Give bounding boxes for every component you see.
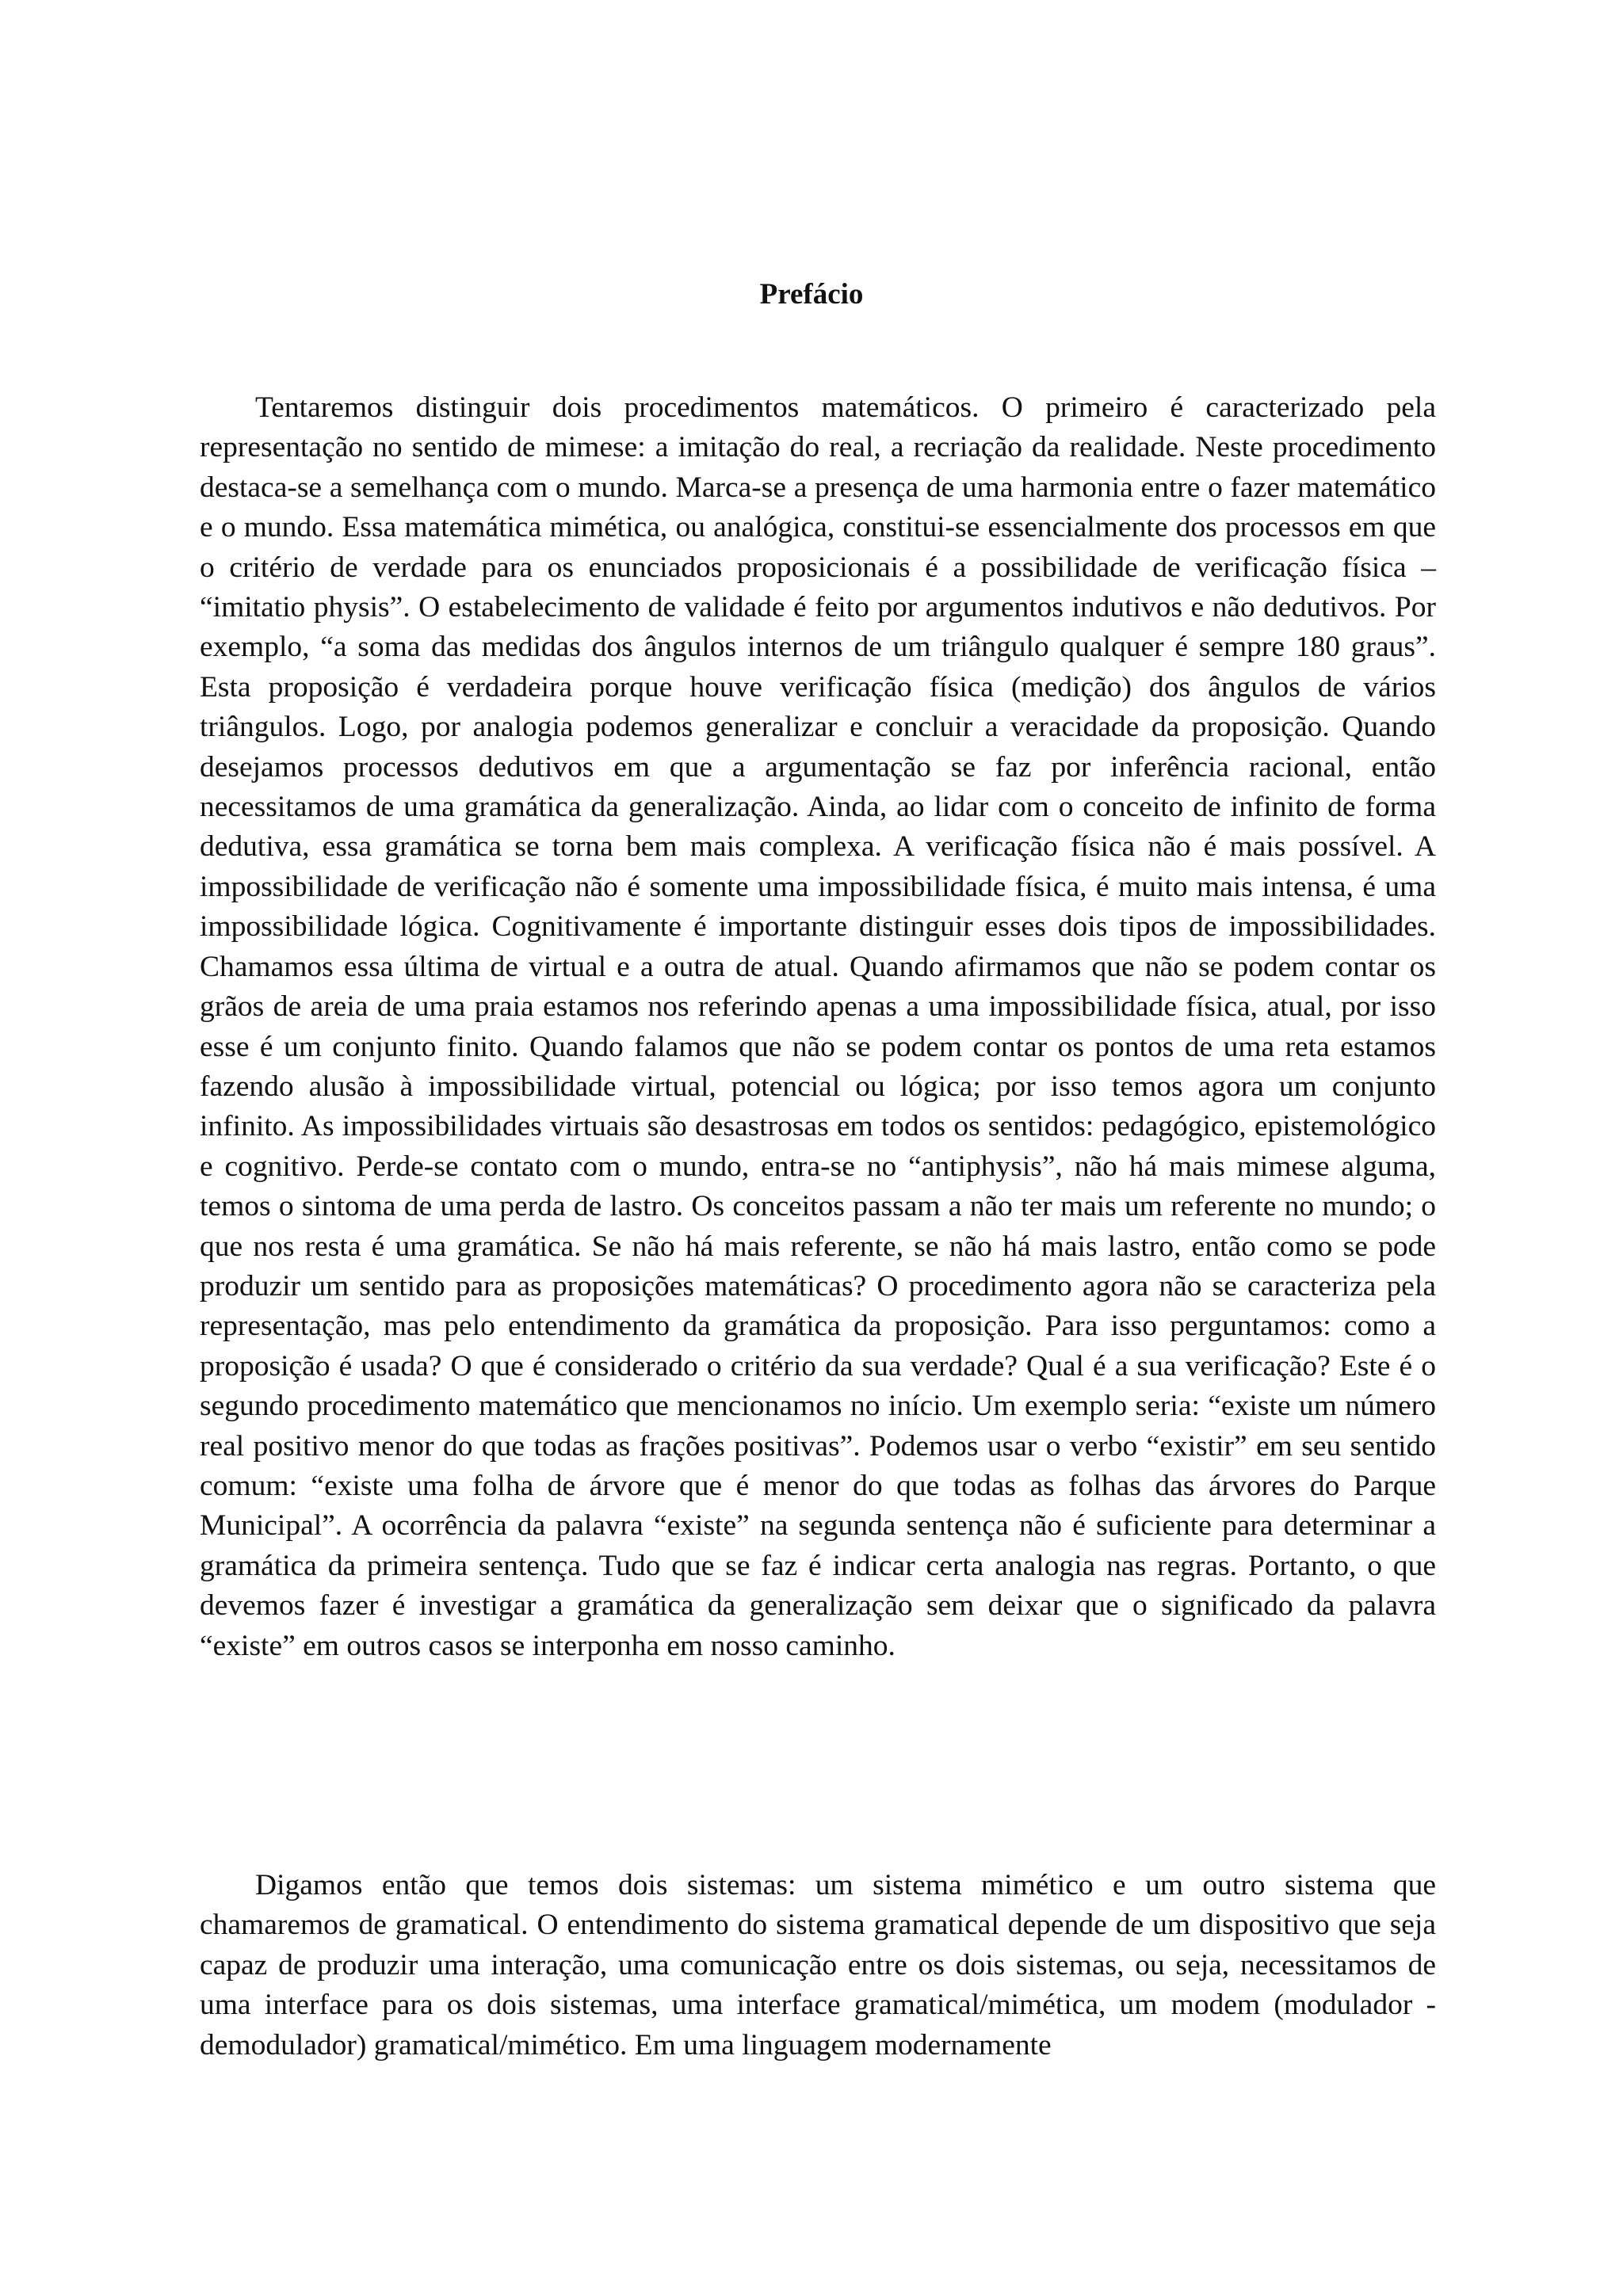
paragraph-text: Tentaremos distinguir dois procedimentos matemáticos. O primeiro é caracterizado pela representação no sentido de mimese: a imitação do real, a recriação da realidade. Neste procedimento destaca-se a semelhança com o mundo. Marca-se a presença de uma harmonia entre o fazer matemático e o mundo. Essa matemática mimética, ou analógica, constitui-se essencialmente dos processos em que o critério de verdade para os enunciados proposicionais é a possibilidade de verificação física – “imitatio physis”. O estabelecimento de validade é feito por argumentos indutivos e não dedutivos. Por exemplo, “a soma das medidas dos ângulos internos de um triângulo qualquer é sempre 180 graus”. Esta proposição é verdadeira porque houve verificação física (medição) dos ângulos de vários triângulos. Logo, por analogia podemos generalizar e concluir a veracidade da proposição. Quando desejamos processos dedutivos em que a argumentação se faz por inferência racional, então necessitamos de uma gramática da generalização. Ainda, ao lidar com o conceito de infinito de forma dedutiva, essa gramática se torna bem mais complexa. A verificação física não é mais possível. A impossibilidade de verificação não é somente uma impossibilidade física, é muito mais intensa, é uma impossibilidade lógica. Cognitivamente é importante distinguir esses dois tipos de impossibilidades. Chamamos essa última de virtual e a outra de atual. Quando afirmamos que não se podem contar os grãos de areia de uma praia estamos nos referindo apenas a uma impossibilidade física, atual, por isso esse é um conjunto finito. Quando falamos que não se podem contar os pontos de uma reta estamos fazendo alusão à impossibilidade virtual, potencial ou lógica; por isso temos agora um conjunto infinito. As impossibilidades virtuais são desastrosas em todos os sentidos: pedagógico, epistemológico e cognitivo. Perde-se contato com o mundo, entra-se no “antiphysis”, não há mais mimese alguma, temos o sintoma de uma perda de lastro. Os conceitos passam a não ter mais um referente no mundo; o que nos resta é uma gramática. Se não há mais referente, se não há mais lastro, então como se pode produzir um sentido para as proposições matemáticas? O procedimento agora não se caracteriza pela representação, mas pelo entendimento da gramática da proposição. Para isso perguntamos: como a proposição é usada? O que é considerado o critério da sua verdade? Qual é a sua verificação? Este é o segundo procedimento matemático que mencionamos no início. Um exemplo seria: “existe um número real positivo menor do que todas as frações positivas”. Podemos usar o verbo “existir” em seu sentido comum: “existe uma folha de árvore que é menor do que todas as folhas das árvores do Parque Municipal”. A ocorrência da palavra “existe” na segunda sentença não é suficiente para determinar a gramática da primeira sentença. Tudo que se faz é indicar certa analogia nas regras. Portanto, o que devemos fazer é investigar a gramática da generalização sem deixar que o significado da palavra “existe” em outros casos se interponha em nosso caminho.: [200, 391, 1436, 1662]
body-paragraph-2: [200, 1866, 1436, 2065]
body-paragraph-1: [200, 388, 1436, 1666]
paragraph-text: Digamos então que temos dois sistemas: um sistema mimético e um outro sistema que chamaremos de gramatical. O entendimento do sistema gramatical depende de um dispositivo que seja capaz de produzir uma interação, uma comunicação entre os dois sistemas, ou seja, necessitamos de uma interface para os dois sistemas, uma interface gramatical/mimética, um modem (modulador - demodulador) gramatical/mimético. Em uma linguagem modernamente: [200, 1869, 1436, 2061]
page-title: Prefácio: [759, 278, 864, 311]
